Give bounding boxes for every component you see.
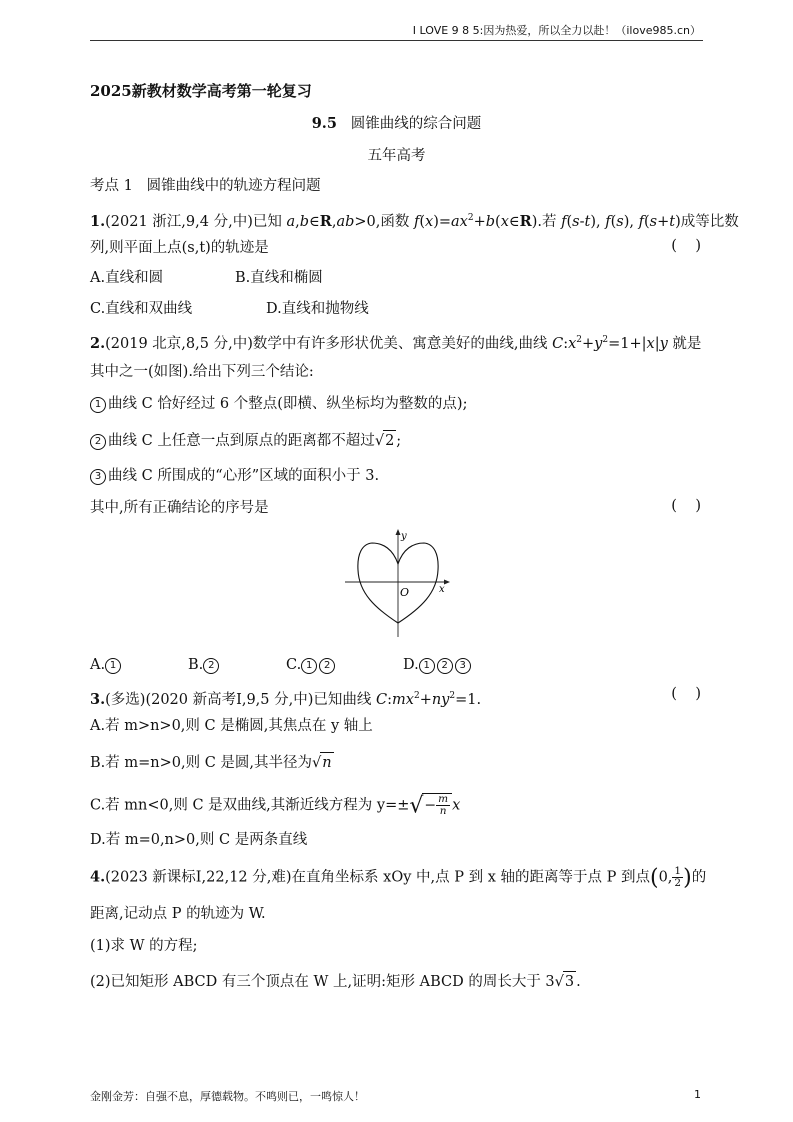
q1-answer-bracket: ( ) xyxy=(671,238,701,254)
q1-source: (2021 浙江,9,4 分,中) xyxy=(105,213,253,230)
footer-motto: 金刚金芳：自强不息，厚德载物。不鸣则已，一鸣惊人！ xyxy=(90,1090,365,1103)
x-axis-label: x xyxy=(439,584,445,595)
q2-number: 2. xyxy=(90,334,106,352)
q2-answer-bracket: ( ) xyxy=(671,498,701,514)
topic-heading xyxy=(90,176,321,196)
y-axis-label: y xyxy=(401,531,407,542)
q3-option-b: B.若 m=n>0,则 C 是圆,其半径为√n xyxy=(90,752,334,773)
q2-stem: 2.(2019 北京,8,5 分,中)数学中有许多形状优美、寓意美好的曲线,曲线 $C:x^2+y^2=1+|x|y$ 就是 xyxy=(90,334,702,352)
q3-option-d: D.若 m=0,n>0,则 C 是两条直线 xyxy=(90,832,308,848)
one-half-fraction: $\frac{1}{2}$ xyxy=(674,865,682,889)
section-number: 9.5 xyxy=(311,115,337,132)
origin-label: O xyxy=(400,586,410,599)
heart-curve-figure xyxy=(340,525,455,640)
sqrt-3: 3 xyxy=(563,971,576,992)
circled-1: 1 xyxy=(90,397,106,413)
q1-option-a: A.直线和圆 xyxy=(90,270,164,286)
section-title xyxy=(0,114,793,134)
subsection-title: 五年高考 xyxy=(367,148,426,164)
q1-line2: 列,则平面上点(s,t)的轨迹是 xyxy=(90,240,269,256)
header-rule xyxy=(90,40,703,41)
q3-number: 3. xyxy=(90,690,106,708)
q3-answer-bracket: ( ) xyxy=(671,686,701,702)
x-axis-arrow xyxy=(444,580,450,585)
q4-line2: 距离,记动点 P 的轨迹为 W. xyxy=(90,906,266,922)
q1-option-c: C.直线和双曲线 xyxy=(90,301,193,317)
q4-source: (2023 新课标Ⅰ,22,12 分,难) xyxy=(105,869,292,886)
q4-stem: 4.(2023 新课标Ⅰ,22,12 分,难)在直角坐标系 xOy 中,点 P 到 x 轴的距离等于点 P 到点(0, $\frac{1}{2}$ )的 xyxy=(90,865,707,891)
q2-option-d: D. 1 2 3 xyxy=(403,655,473,675)
q2-option-b: B. 2 xyxy=(188,655,221,675)
q3-option-a: A.若 m>n>0,则 C 是椭圆,其焦点在 y 轴上 xyxy=(90,718,373,734)
q2-option-c: C. 1 2 xyxy=(286,655,337,675)
page-number: 1 xyxy=(694,1088,701,1101)
q2-conclusion-2: 2 曲线 C 上任意一点到原点的距离都不超过√2 ; xyxy=(90,430,401,451)
q2-conclusion-1: 1 曲线 C 恰好经过 6 个整点(即横、纵坐标均为整数的点); xyxy=(90,394,467,414)
q3-stem: 3.(多选)(2020 新高考Ⅰ,9,5 分,中)已知曲线 $C:mx^2+ny^2=1$. xyxy=(90,690,482,708)
q1-number: 1. xyxy=(90,212,106,230)
q2-source: (2019 北京,8,5 分,中) xyxy=(105,335,253,352)
q1-option-b: B.直线和椭圆 xyxy=(235,270,323,286)
q3-source: (多选)(2020 新高考Ⅰ,9,5 分,中) xyxy=(105,691,314,708)
q3-option-c: C.若 mn<0,则 C 是双曲线,其渐近线方程为 y=±√− $\frac{m}{n}$ x xyxy=(90,793,461,819)
q4-part1: (1)求 W 的方程; xyxy=(90,938,198,954)
circled-2: 2 xyxy=(90,434,106,450)
q4-part2: (2)已知矩形 ABCD 有三个顶点在 W 上,证明:矩形 ABCD 的周长大于 3√3 . xyxy=(90,971,581,992)
q4-text1: 在直角坐标系 xOy 中,点 P 到 x 轴的距离等于点 P 到点 xyxy=(291,869,650,886)
section-name: 圆锥曲线的综合问题 xyxy=(350,116,482,132)
sqrt-2: 2 xyxy=(383,430,396,451)
topic-title: 圆锥曲线中的轨迹方程问题 xyxy=(146,178,321,194)
q2-option-a: A. 1 xyxy=(90,655,123,675)
q2-intro: 数学中有许多形状优美、寓意美好的曲线,曲线 xyxy=(252,335,548,352)
q1-stem: 1.(2021 浙江,9,4 分,中)已知 a,b∈R,ab>0,函数 $f(x)=ax^2+b(x\in R)$.若 f(s-t), f(s), f(s+t)成等比数 xyxy=(90,212,739,230)
q4-number: 4. xyxy=(90,868,106,886)
page-header: I LOVE 9 8 5:因为热爱，所以全力以赴！（ilove985.cn） xyxy=(412,24,701,37)
y-axis-arrow xyxy=(396,529,401,535)
sqrt-n: n xyxy=(320,752,333,773)
q2-question: 其中,所有正确结论的序号是 xyxy=(90,500,269,516)
doc-title: 2025新教材数学高考第一轮复习 xyxy=(90,82,312,100)
q2-line2: 其中之一(如图).给出下列三个结论: xyxy=(90,364,314,380)
q1-option-d: D.直线和抛物线 xyxy=(266,301,369,317)
m-over-n-fraction: $\frac{m}{n}$ xyxy=(438,793,449,817)
topic-label: 考点 1 xyxy=(90,178,133,194)
q2-conclusion-3: 3 曲线 C 所围成的“心形”区域的面积小于 3. xyxy=(90,466,379,486)
circled-3: 3 xyxy=(90,469,106,485)
